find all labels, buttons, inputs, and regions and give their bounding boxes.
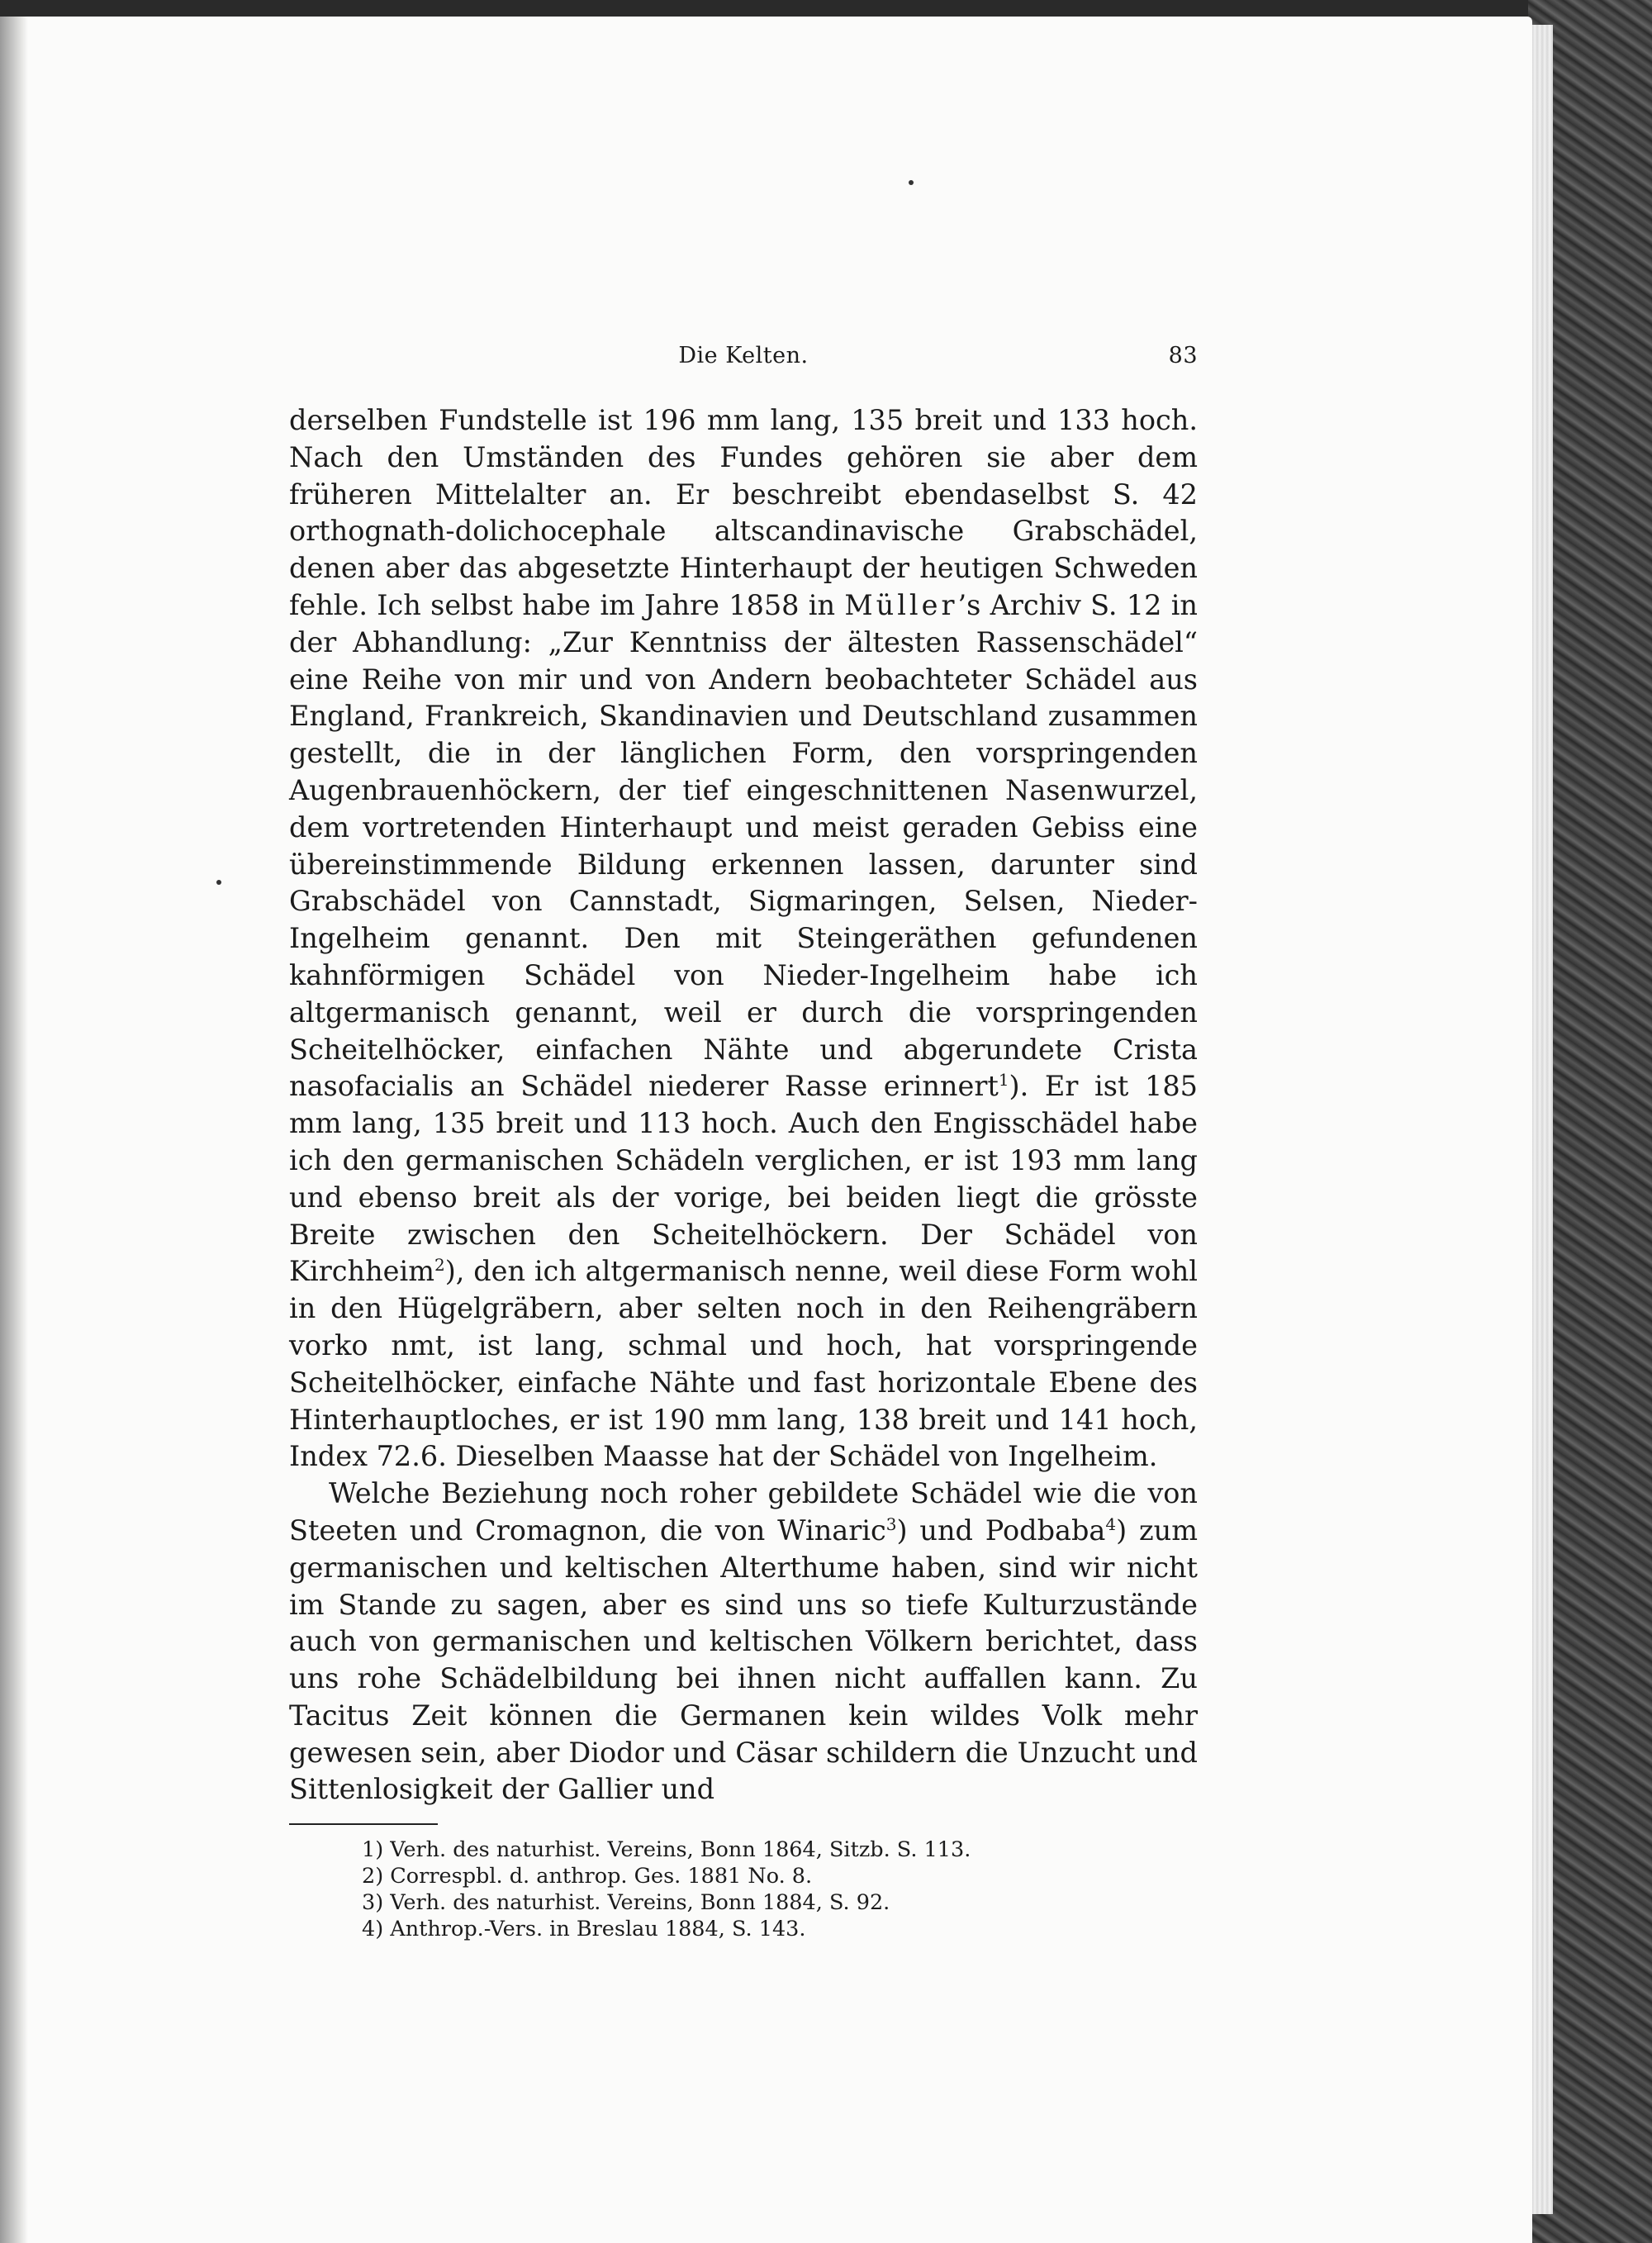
text-segment: ). Er ist 185 mm lang, 135 breit und 113 hoch. Auch den Engisschädel habe ich den germanischen Schädeln verglichen, er ist 193 mm lang und ebenso breit als der vorige, bei beiden liegt die grösste Breite zwischen den Scheitelhöckern. Der Schädel von Kirchheim	[289, 1070, 1198, 1288]
text-segment: Müller	[844, 588, 958, 621]
page-number: 83	[1168, 343, 1198, 368]
body-text	[289, 402, 1198, 1808]
text-segment: Welche Beziehung noch roher gebildete Schädel wie die von Steeten und Cromagnon, die von Winaric	[289, 1477, 1198, 1547]
footnote-ref: 4	[1105, 1514, 1117, 1534]
footnote-ref: 3	[885, 1514, 897, 1534]
footnote: 3) Verh. des naturhist. Vereins, Bonn 1884, S. 92.	[362, 1890, 890, 1916]
running-head	[289, 335, 1198, 384]
paragraph	[289, 402, 1198, 1476]
footnote-ref: 1	[998, 1070, 1009, 1091]
text-segment: ’s Archiv S. 12 in der Abhandlung: „Zur Kenntniss der ältesten Rassenschädel“ eine Reihe von mir und von Andern beobachteter Schädel aus England, Frankreich, Skandinavien und Deutschland zusammen gestellt, die in der länglichen Form, den vorspringenden Augenbrauenhöckern, der tief eingeschnittenen Nasenwurzel, dem vortretenden Hinterhaupt und meist geraden Gebiss eine übereinstimmende Bildung erkennen lassen, darunter sind Grabschädel von Cannstadt, Sigmaringen, Selsen, Nieder-Ingelheim genannt. Den mit Steingeräthen gefundenen kahnförmigen Schädel von Nieder-Ingelheim habe ich altgermanisch genannt, weil er durch die vorspringenden Scheitelhöcker, einfachen Nähte und abgerundete Crista nasofacialis an Schädel niederer Rasse erinnert	[289, 588, 1198, 1103]
specks	[216, 880, 221, 885]
page-gutter-shadow	[0, 17, 28, 2243]
text-segment: ) und Podbaba	[896, 1514, 1106, 1547]
text-segment: ), den ich altgermanisch nenne, weil diese Form wohl in den Hügelgräbern, aber selten noch in den Reihengräbern vorko nmt, ist lang, schmal und hoch, hat vorspringende Scheitelhöcker, einfache Nähte und fast horizontale Ebene des Hinterhauptloches, er ist 190 mm lang, 138 breit und 141 hoch, Index 72.6. Dieselben Maasse hat der Schädel von Ingelheim.	[289, 1255, 1198, 1473]
page-content	[289, 335, 1198, 1942]
footnote: 4) Anthrop.-Vers. in Breslau 1884, S. 143.	[362, 1917, 806, 1942]
text-segment: ) zum germanischen und keltischen Alterthume haben, sind wir nicht im Stande zu sagen, aber es sind uns so tiefe Kulturzustände auch von germanischen und keltischen Völkern berichtet, dass uns rohe Schädelbildung bei ihnen nicht auffallen kann. Zu Tacitus Zeit können die Germanen kein wildes Volk mehr gewesen sein, aber Diodor und Cäsar schildern die Unzucht und Sittenlosigkeit der Gallier und	[289, 1514, 1199, 1806]
footnote: 1) Verh. des naturhist. Vereins, Bonn 1864, Sitzb. S. 113.	[362, 1837, 971, 1863]
footnotes	[289, 1837, 1198, 1942]
footnote-divider	[289, 1823, 438, 1825]
footnote: 2) Correspbl. d. anthrop. Ges. 1881 No. 8.	[362, 1864, 813, 1889]
text-segment: derselben Fundstelle ist 196 mm lang, 135 breit und 133 hoch. Nach den Umständen des Fundes gehören sie aber dem früheren Mittelalter an. Er beschreibt ebendaselbst S. 42 orthognath-dolichocephale altscandinavische Grabschädel, denen aber das abgesetzte Hinterhaupt der heutigen Schweden fehle. Ich selbst habe im Jahre 1858 in	[289, 404, 1198, 621]
specks	[909, 180, 914, 185]
running-title: Die Kelten.	[678, 343, 809, 368]
paragraph	[289, 1476, 1198, 1808]
footnote-ref: 2	[434, 1255, 445, 1276]
